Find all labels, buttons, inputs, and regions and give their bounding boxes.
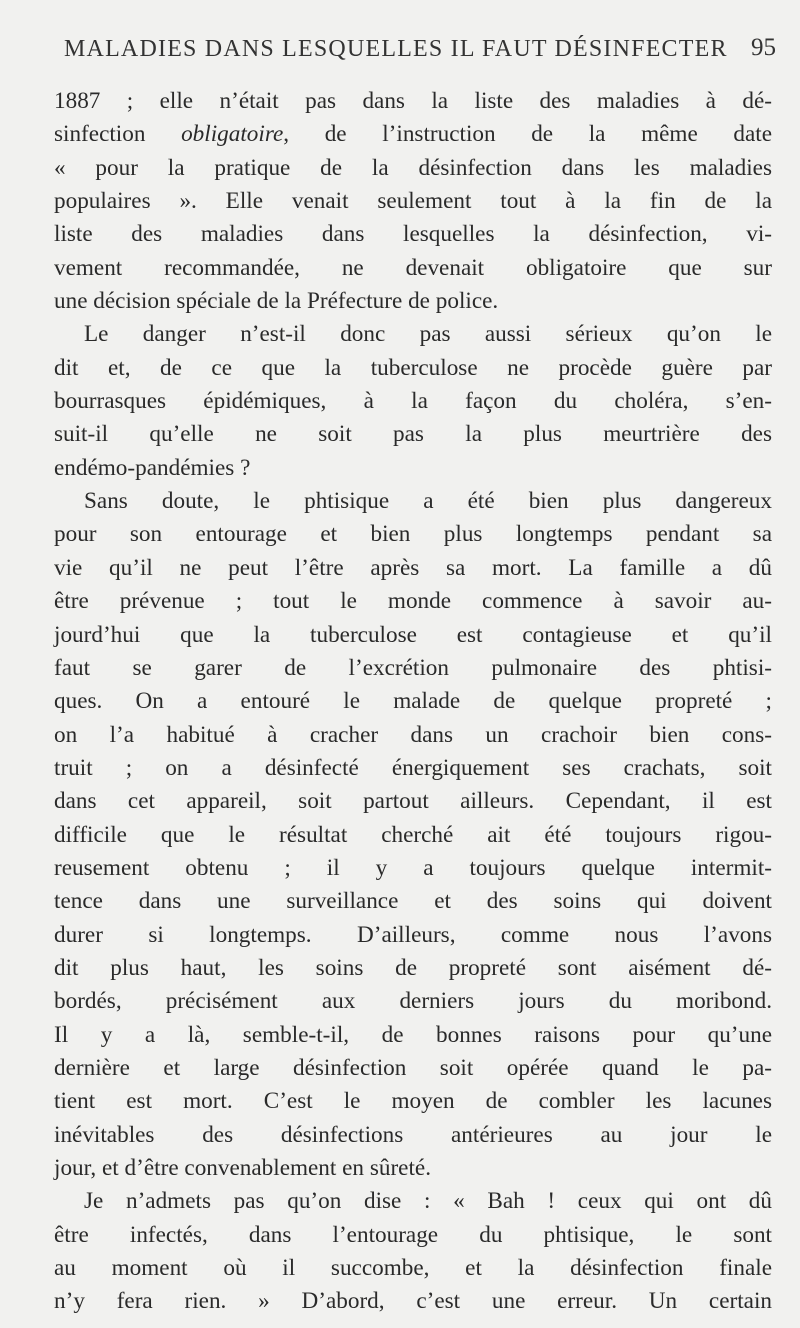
text-line: dernière et large désinfection soit opérée quand le pa- bbox=[54, 1054, 772, 1081]
text-line-with-italic bbox=[54, 118, 772, 151]
text-line: au moment où il succombe, et la désinfection finale bbox=[54, 1255, 772, 1282]
text-line: inévitables des désinfections antérieures au jour le bbox=[54, 1121, 772, 1148]
text-line: jour, et d’être convenablement en sûreté. bbox=[54, 1155, 431, 1181]
text-line: « pour la pratique de la désinfection dans les maladies bbox=[54, 154, 772, 181]
italic-word: obligatoire bbox=[181, 121, 284, 148]
text-line: dans cet appareil, soit partout ailleurs. Cependant, il est bbox=[54, 788, 772, 815]
text-line: Le danger n’est-il donc pas aussi sérieux qu’on le bbox=[84, 321, 772, 348]
text-line: une décision spéciale de la Préfecture de police. bbox=[54, 288, 499, 315]
text-segment: sinfection bbox=[54, 121, 182, 148]
text-line: tence dans une surveillance et des soins qui doivent bbox=[54, 888, 772, 915]
text-line: difficile que le résultat cherché ait été toujours rigou- bbox=[54, 821, 772, 848]
page-header bbox=[64, 36, 776, 70]
text-line: Il y a là, semble-t-il, de bonnes raisons pour qu’une bbox=[54, 1021, 772, 1048]
text-line: être prévenue ; tout le monde commence à savoir au- bbox=[54, 588, 772, 615]
text-segment: , de l’instruction de la même date bbox=[283, 121, 773, 148]
text-line: vement recommandée, ne devenait obligatoire que sur bbox=[54, 254, 772, 281]
text-line: on l’a habitué à cracher dans un crachoir bien cons- bbox=[54, 721, 772, 748]
text-line: Je n’admets pas qu’on dise : « Bah ! ceux qui ont dû bbox=[84, 1188, 772, 1215]
text-line: dit plus haut, les soins de propreté sont aisément dé- bbox=[54, 954, 772, 981]
text-line: liste des maladies dans lesquelles la désinfection, vi- bbox=[54, 221, 772, 248]
text-line: n’y fera rien. » D’abord, c’est une erreur. Un certain bbox=[54, 1288, 772, 1315]
running-title: MALADIES DANS LESQUELLES IL FAUT DÉSINFECTER bbox=[64, 36, 728, 62]
text-line: populaires ». Elle venait seulement tout à la fin de la bbox=[54, 188, 772, 215]
text-line: vie qu’il ne peut l’être après sa mort. La famille a dû bbox=[54, 554, 772, 581]
text-line: pour son entourage et bien plus longtemps pendant sa bbox=[54, 521, 772, 548]
text-line: truit ; on a désinfecté énergiquement ses crachats, soit bbox=[54, 754, 772, 781]
text-line: dit et, de ce que la tuberculose ne procède guère par bbox=[54, 354, 772, 381]
text-line: ques. On a entouré le malade de quelque propreté ; bbox=[54, 688, 772, 715]
text-line: faut se garer de l’excrétion pulmonaire des phtisi- bbox=[54, 654, 772, 681]
text-line: tient est mort. C’est le moyen de combler les lacunes bbox=[54, 1088, 772, 1115]
text-line: reusement obtenu ; il y a toujours quelque intermit- bbox=[54, 854, 772, 881]
text-line: bourrasques épidémiques, à la façon du choléra, s’en- bbox=[54, 388, 772, 415]
text-line: durer si longtemps. D’ailleurs, comme nous l’avons bbox=[54, 921, 772, 948]
text-line: endémo-pandémies ? bbox=[54, 454, 251, 481]
text-line: bordés, précisément aux derniers jours du moribond. bbox=[54, 988, 772, 1015]
text-line: 1887 ; elle n’était pas dans la liste des maladies à dé- bbox=[54, 88, 772, 114]
text-line: être infectés, dans l’entourage du phtisique, le sont bbox=[54, 1221, 772, 1248]
text-line: suit-il qu’elle ne soit pas la plus meurtrière des bbox=[54, 421, 772, 448]
body-text bbox=[54, 85, 772, 1319]
text-line: Sans doute, le phtisique a été bien plus dangereux bbox=[84, 488, 772, 515]
text-line: jourd’hui que la tuberculose est contagieuse et qu’il bbox=[54, 621, 772, 648]
page-number: 95 bbox=[751, 34, 776, 61]
